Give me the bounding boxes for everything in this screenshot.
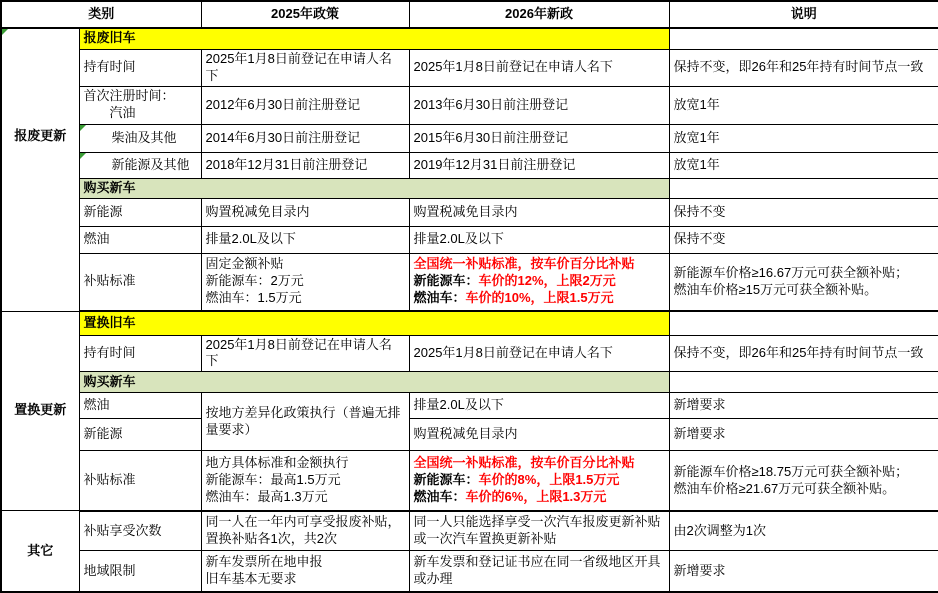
group-label-scrap-text: 报废更新 (14, 127, 67, 143)
row-scrap-new-band (1, 178, 938, 198)
row-scrap-nev-other (1, 152, 938, 178)
cell-2025: 地方具体标准和金额执行 新能源车：最高1.5万元 燃油车：最高1.3万元 (201, 451, 409, 511)
header-row (1, 1, 938, 28)
cell-2026: 购置税减免目录内 (409, 198, 669, 226)
row-label-line2: 汽油 (109, 105, 136, 120)
cell-2026: 全国统一补贴标准，按车价百分比补贴 新能源车：车价的12%，上限2万元 燃油车：车价的10%，上限1.5万元 (409, 253, 669, 311)
cell-2026: 2025年1月8日前登记在申请人名下 (409, 49, 669, 86)
cell-empty-note (669, 28, 938, 49)
row-label: 燃油 (79, 393, 201, 419)
row-label: 地域限制 (79, 551, 201, 592)
cell-2026: 2013年6月30日前注册登记 (409, 86, 669, 124)
row-label: 新能源 (79, 419, 201, 451)
row-label: 补贴标准 (79, 253, 201, 311)
excel-flag-icon (80, 125, 86, 131)
cell-2026: 2025年1月8日前登记在申请人名下 (409, 335, 669, 372)
cell-2026: 同一人只能选择享受一次汽车报废更新补贴或一次汽车置换更新补贴 (409, 511, 669, 551)
cell-note: 新增要求 (669, 393, 938, 419)
row-label: 补贴享受次数 (79, 511, 201, 551)
row-label: 持有时间 (79, 49, 201, 86)
group-label-swap: 置换更新 (1, 311, 79, 511)
cell-2025-merged: 按地方差异化政策执行（普遍无排量要求） (201, 393, 409, 451)
cell-2025: 新车发票所在地申报 旧车基本无要求 (201, 551, 409, 592)
cell-note: 保持不变 (669, 198, 938, 226)
row-swap-holding (1, 335, 938, 372)
cell-note: 新增要求 (669, 551, 938, 592)
row-other-times (1, 511, 938, 551)
cell-note: 放宽1年 (669, 124, 938, 152)
cell-2025: 购置税减免目录内 (201, 198, 409, 226)
row-scrap-old-band (1, 28, 938, 49)
cell-2026: 新车发票和登记证书应在同一省级地区开具或办理 (409, 551, 669, 592)
row-swap-nev (1, 419, 938, 451)
cell-2026: 2019年12月31日前注册登记 (409, 152, 669, 178)
cell-note: 新能源车价格≥18.75万元可获全额补贴； 燃油车价格≥21.67万元可获全额补贴。 (669, 451, 938, 511)
row-label: 新能源及其他 (79, 152, 201, 178)
cell-2025: 固定金额补贴 新能源车：2万元 燃油车：1.5万元 (201, 253, 409, 311)
row-scrap-subsidy (1, 253, 938, 311)
group-label-other: 其它 (1, 511, 79, 592)
cell-2025: 2018年12月31日前注册登记 (201, 152, 409, 178)
row-label: 补贴标准 (79, 451, 201, 511)
cell-note: 由2次调整为1次 (669, 511, 938, 551)
cell-2025: 2012年6月30日前注册登记 (201, 86, 409, 124)
cell-2025: 2025年1月8日前登记在申请人名下 (201, 49, 409, 86)
cell-2026: 购置税减免目录内 (409, 419, 669, 451)
cell-2025: 2025年1月8日前登记在申请人名下 (201, 335, 409, 372)
row-label (79, 86, 201, 124)
row-swap-old-band (1, 311, 938, 335)
band-scrap-old: 报废旧车 (79, 28, 669, 49)
cell-2026: 2015年6月30日前注册登记 (409, 124, 669, 152)
cell-2025: 同一人在一年内可享受报废补贴， 置换补贴各1次，共2次 (201, 511, 409, 551)
row-swap-subsidy (1, 451, 938, 511)
row-scrap-holding (1, 49, 938, 86)
cell-note: 放宽1年 (669, 86, 938, 124)
row-label-line1: 首次注册时间： (83, 88, 175, 104)
band-swap-old: 置换旧车 (79, 311, 669, 335)
cell-note: 保持不变，即26年和25年持有时间节点一致 (669, 49, 938, 86)
row-swap-fuel (1, 393, 938, 419)
cell-2026: 排量2.0L及以下 (409, 393, 669, 419)
header-notes: 说明 (669, 1, 938, 28)
row-label: 持有时间 (79, 335, 201, 372)
row-swap-new-band (1, 372, 938, 393)
group-label-scrap (1, 28, 79, 311)
cell-note: 新能源车价格≥16.67万元可获全额补贴； 燃油车价格≥15万元可获全额补贴。 (669, 253, 938, 311)
header-policy-2026: 2026年新政 (409, 1, 669, 28)
cell-note: 放宽1年 (669, 152, 938, 178)
excel-flag-icon (2, 29, 8, 35)
cell-2025: 2014年6月30日前注册登记 (201, 124, 409, 152)
header-category: 类别 (1, 1, 201, 28)
cell-note: 保持不变 (669, 226, 938, 253)
cell-note: 保持不变，即26年和25年持有时间节点一致 (669, 335, 938, 372)
cell-2026: 全国统一补贴标准，按车价百分比补贴 新能源车：车价的8%，上限1.5万元 燃油车：车价的6%，上限1.3万元 (409, 451, 669, 511)
row-scrap-first-reg (1, 86, 938, 124)
header-policy-2025: 2025年政策 (201, 1, 409, 28)
band-scrap-new: 购买新车 (79, 178, 669, 198)
row-label: 燃油 (79, 226, 201, 253)
cell-empty-note (669, 311, 938, 335)
cell-empty-note (669, 178, 938, 198)
row-scrap-fuel (1, 226, 938, 253)
row-label: 柴油及其他 (79, 124, 201, 152)
cell-2026: 排量2.0L及以下 (409, 226, 669, 253)
cell-2025: 排量2.0L及以下 (201, 226, 409, 253)
excel-flag-icon (80, 153, 86, 159)
cell-note: 新增要求 (669, 419, 938, 451)
band-swap-new: 购买新车 (79, 372, 669, 393)
cell-empty-note (669, 372, 938, 393)
row-other-region (1, 551, 938, 592)
row-scrap-diesel (1, 124, 938, 152)
row-scrap-nev (1, 198, 938, 226)
row-label: 新能源 (79, 198, 201, 226)
